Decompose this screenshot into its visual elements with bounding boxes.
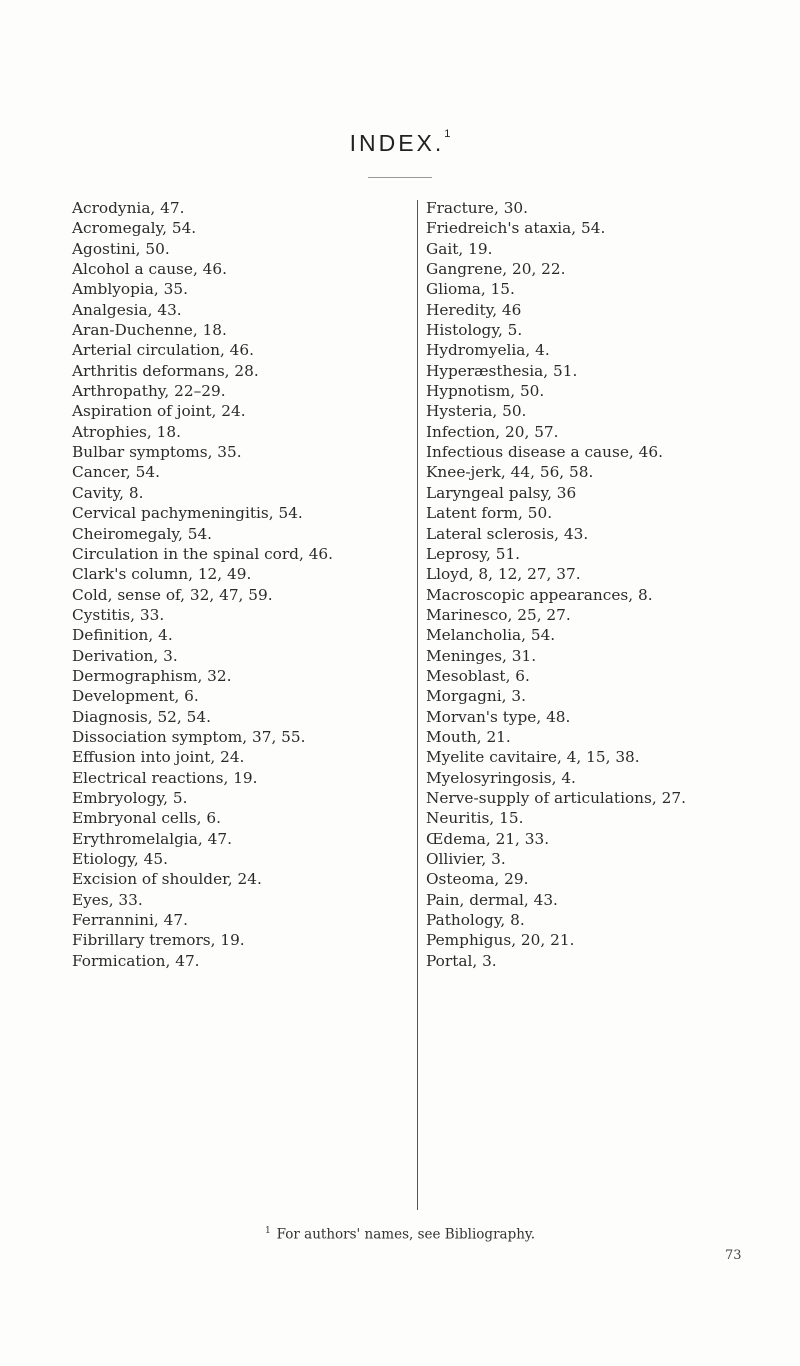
index-entry: Clark's column, 12, 49.	[72, 565, 252, 584]
index-entry: Lloyd, 8, 12, 27, 37.	[426, 565, 581, 584]
index-entry: Pain, dermal, 43.	[426, 890, 558, 909]
index-entry: Arthropathy, 22–29.	[72, 382, 226, 401]
index-entry: Acromegaly, 54.	[72, 219, 197, 238]
index-entry: Alcohol a cause, 46.	[72, 260, 228, 279]
index-entry: Cervical pachymeningitis, 54.	[72, 504, 303, 523]
index-entry: Hypnotism, 50.	[426, 382, 545, 401]
index-entry: Heredity, 46	[426, 300, 522, 319]
index-entry: Fracture, 30.	[426, 199, 529, 217]
index-entry: Effusion into joint, 24.	[72, 748, 245, 767]
index-entry: Leprosy, 51.	[426, 544, 521, 563]
index-entry: Hysteria, 50.	[426, 402, 527, 421]
index-entry: Dermographism, 32.	[72, 666, 232, 685]
index-entry: Macroscopic appearances, 8.	[426, 585, 653, 604]
index-entry: Gait, 19.	[426, 239, 493, 258]
index-entry: Bulbar symptoms, 35.	[72, 443, 242, 462]
index-entry: Marinesco, 25, 27.	[426, 605, 571, 624]
index-entry: Arthritis deformans, 28.	[72, 361, 259, 380]
index-entry: Hyperæsthesia, 51.	[426, 361, 578, 380]
index-entry: Pemphigus, 20, 21.	[426, 931, 575, 950]
index-entry: Infection, 20, 57.	[426, 422, 559, 441]
index-entry: Excision of shoulder, 24.	[72, 870, 262, 889]
index-entry: Cavity, 8.	[72, 483, 144, 502]
column-divider	[417, 200, 418, 1210]
index-entry: Aspiration of joint, 24.	[72, 402, 246, 421]
index-entry: Nerve-supply of articulations, 27.	[426, 788, 686, 807]
index-entry: Friedreich's ataxia, 54.	[426, 219, 606, 238]
index-entry: Amblyopia, 35.	[72, 280, 188, 299]
index-entry: Etiology, 45.	[72, 850, 168, 868]
index-entry: Gangrene, 20, 22.	[426, 260, 566, 279]
index-entry: Portal, 3.	[426, 951, 497, 970]
index-entry: Derivation, 3.	[72, 646, 178, 665]
index-entry: Cystitis, 33.	[72, 605, 165, 624]
index-entry: Knee-jerk, 44, 56, 58.	[426, 463, 594, 482]
index-entry: Development, 6.	[72, 687, 199, 706]
index-entry: Œdema, 21, 33.	[426, 829, 550, 848]
footnote-text: For authors' names, see Bibliography.	[276, 1226, 536, 1243]
index-entry: Formication, 47.	[72, 951, 200, 970]
page-number: 73	[725, 1248, 742, 1263]
index-column-left	[72, 198, 402, 971]
index-entry: Myelosyringosis, 4.	[426, 768, 576, 787]
index-entry: Melancholia, 54.	[426, 626, 556, 645]
index-entry: Hydromyelia, 4.	[426, 341, 550, 360]
page-title	[0, 130, 800, 157]
index-entry: Osteoma, 29.	[426, 870, 529, 889]
footnote	[0, 1226, 800, 1243]
title-rule	[368, 177, 432, 178]
index-entry: Meninges, 31.	[426, 646, 537, 665]
index-entry: Pathology, 8.	[426, 911, 525, 930]
index-entry: Analgesia, 43.	[72, 300, 182, 319]
index-entry: Infectious disease a cause, 46.	[426, 443, 663, 462]
index-entry: Acrodynia, 47.	[72, 199, 185, 217]
index-entry: Ollivier, 3.	[426, 850, 506, 868]
index-entry: Erythromelalgia, 47.	[72, 829, 232, 848]
index-entry: Embryology, 5.	[72, 788, 188, 807]
index-entry: Dissociation symptom, 37, 55.	[72, 727, 306, 746]
title-footnote-marker: 1	[444, 128, 451, 140]
index-entry: Laryngeal palsy, 36	[426, 483, 577, 502]
index-entry: Histology, 5.	[426, 321, 523, 340]
index-entry: Embryonal cells, 6.	[72, 809, 221, 828]
index-entry: Circulation in the spinal cord, 46.	[72, 544, 334, 563]
page-title-text: INDEX.	[349, 130, 445, 156]
index-entry: Agostini, 50.	[72, 239, 170, 258]
index-entry: Morvan's type, 48.	[426, 707, 571, 726]
index-entry: Ferrannini, 47.	[72, 911, 188, 930]
index-entry: Electrical reactions, 19.	[72, 768, 258, 787]
index-entry: Glioma, 15.	[426, 280, 515, 299]
index-entry: Cheiromegaly, 54.	[72, 524, 213, 543]
index-entry: Mouth, 21.	[426, 727, 511, 746]
index-entry: Arterial circulation, 46.	[72, 341, 254, 360]
index-entry: Neuritis, 15.	[426, 809, 524, 828]
index-entry: Fibrillary tremors, 19.	[72, 931, 245, 950]
index-entry: Aran-Duchenne, 18.	[72, 321, 227, 340]
index-entry: Lateral sclerosis, 43.	[426, 524, 589, 543]
index-entry: Cold, sense of, 32, 47, 59.	[72, 585, 273, 604]
index-entry: Cancer, 54.	[72, 463, 160, 482]
index-entry: Mesoblast, 6.	[426, 666, 530, 685]
index-entry: Definition, 4.	[72, 626, 173, 645]
index-entry: Eyes, 33.	[72, 890, 143, 909]
index-entry: Myelite cavitaire, 4, 15, 38.	[426, 748, 640, 767]
footnote-marker: 1	[264, 1226, 271, 1236]
index-entry: Diagnosis, 52, 54.	[72, 707, 211, 726]
index-entry: Latent form, 50.	[426, 504, 553, 523]
index-entry: Atrophies, 18.	[72, 422, 181, 441]
index-column-right	[426, 198, 756, 971]
index-entry: Morgagni, 3.	[426, 687, 526, 706]
